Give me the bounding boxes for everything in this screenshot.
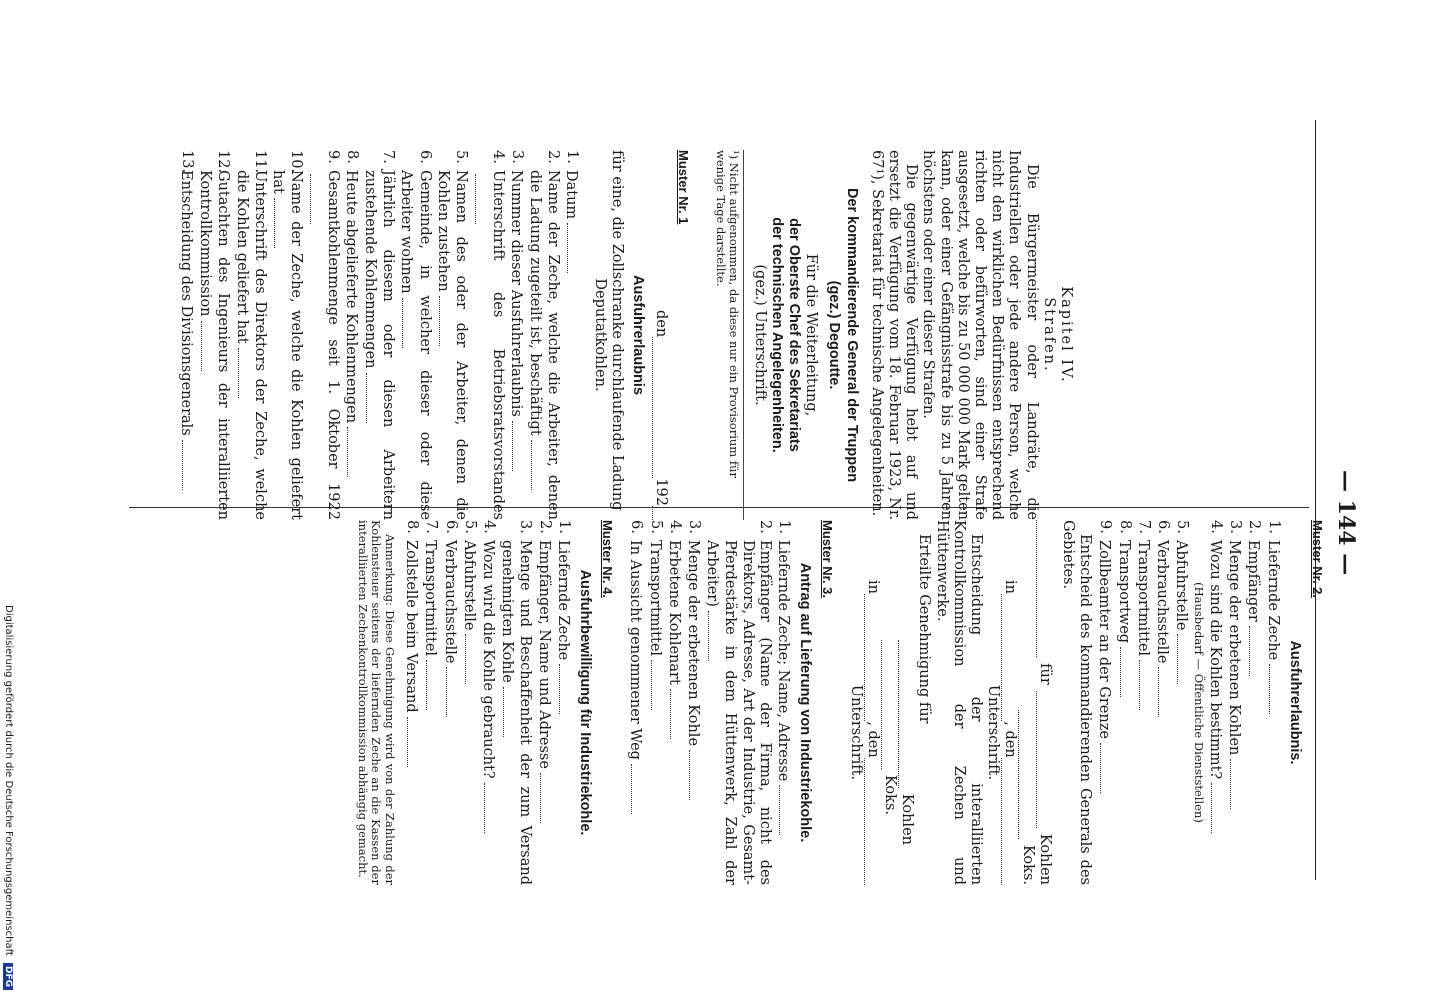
form-4-item-number: 4. (480, 520, 497, 534)
form-4-fill-line (503, 687, 516, 737)
granted-den: , den (864, 721, 881, 758)
form-2-item-label: Transportweg (1115, 540, 1132, 644)
form-1-item-label: Name der Zeche, welche die Kohlen geliefert hat (270, 170, 305, 520)
decision-line-1 (1036, 520, 1053, 885)
form-2-item-label: Menge der erbetenen Kohlen (1226, 540, 1243, 756)
form-4-fill-line (426, 660, 439, 710)
form-3-item (645, 520, 663, 885)
form-4-item-label: Empfänger, Name und Adresse (535, 540, 552, 769)
form-2-item (1134, 520, 1152, 885)
form-2-item-label: Zollbeamter an der Grenze (1096, 540, 1113, 739)
form-2-item-number: 5. (1174, 520, 1191, 534)
form-1-title: Ausfuhrerlaubnis (629, 274, 646, 396)
date-den-label: den (653, 310, 670, 338)
form-3-fill-line (651, 660, 664, 710)
form-2-item-label: Abfuhrstelle (1173, 540, 1190, 631)
form-1-item-text (507, 170, 525, 520)
form-3-item (774, 520, 792, 885)
form-2-item-label: Liefernde Zeche (1264, 540, 1281, 661)
decision-dots-5 (1001, 758, 1014, 885)
form-1-item-number: 12. (215, 150, 232, 174)
form-1-item (177, 150, 195, 520)
form-1-item-number: 6. (416, 150, 433, 164)
form-3-fill-line (689, 750, 702, 800)
form-1-fill-line (475, 174, 488, 224)
general-decision-text: Entscheid des kommandierenden Generals des Gebietes. (1060, 520, 1094, 885)
form-1-item (232, 150, 267, 520)
granted-signature: Unterschrift. (847, 684, 864, 781)
form-2-item-number: 8. (1116, 520, 1133, 534)
muster-3-label: Muster Nr. 3. (820, 520, 836, 599)
form-3-items (626, 520, 792, 885)
granted-line-2 (881, 520, 898, 885)
form-4-item-number: 5. (461, 520, 478, 534)
hausbedarf-note: (Hausbedarf — Öffentliche Dienststellen) (1191, 582, 1206, 823)
form-1-fill-line (567, 223, 580, 273)
form-4-item-number: 2. (536, 520, 553, 534)
form-4-fill-line (465, 634, 478, 684)
form-1-item-text (397, 170, 432, 520)
form-1-item-text (562, 170, 580, 520)
form-1-item-number: 9. (324, 150, 341, 164)
form-1-item (434, 150, 469, 520)
form-4-item (402, 520, 420, 885)
form-2-item-label: Wozu sind die Kohlen bestimmt? (1206, 540, 1223, 780)
form-4-fill-line (559, 664, 572, 714)
form-1-item-number: 7. (380, 150, 397, 164)
form-1-fill-line (182, 440, 195, 490)
form-4-item-label: Abfuhrstelle (460, 540, 477, 631)
form-1-fill-line (347, 427, 360, 477)
form-3-item (703, 520, 773, 885)
form-1-item-number: 1. (564, 150, 581, 164)
decision-dots-1 (1036, 520, 1049, 657)
form-2-item-label: Empfänger (1245, 540, 1262, 622)
form-3-item-number: 6. (628, 520, 645, 534)
form-3-item-label: Liefernde Zeche; Name, Adresse (775, 540, 792, 782)
form-2-item (1114, 520, 1132, 885)
form-1-fill-line (531, 440, 544, 490)
form-1-fill-line (238, 348, 251, 398)
form-1-fill-line (201, 321, 214, 371)
footnote: ¹) Nicht aufgenommen, da diese nur ein Provisorium für wenige Tage darstellte. (714, 150, 744, 520)
form-1-item-number: 8. (343, 150, 360, 164)
form-3-item-number: 4. (666, 520, 683, 534)
form-2-item (1095, 520, 1113, 885)
form-3-fill-line (631, 764, 644, 814)
form-2-items (1095, 520, 1281, 885)
form-4-item-text (498, 540, 533, 885)
form-4-item-label: Transportmittel (422, 540, 439, 657)
form-2-fill-line (1120, 647, 1133, 697)
form-4-title: Ausfuhrbewilligung für Industriekohle. (576, 569, 593, 836)
decision-koks: Koks. (1019, 844, 1036, 885)
form-1-item-label: Entscheidung des Divisionsgenerals (178, 170, 195, 436)
form-1-fill-line (403, 298, 416, 348)
granted-permission: Erteilte Genehmigung für (916, 534, 933, 724)
dfg-logo: DFG (3, 963, 13, 990)
signature-degoutte: (gez.) Degoutte. (826, 280, 843, 390)
form-1-item-number: 13. (179, 150, 196, 174)
form-1-item-text (361, 170, 396, 520)
form-3-item-number: 2. (756, 520, 773, 534)
form-3-item-text (703, 540, 773, 885)
form-4-fill-line (540, 773, 553, 823)
decision-kohlen: Kohlen (1036, 833, 1053, 885)
form-3-fill-line (670, 689, 683, 739)
form-4-item-label: Verbrauchsstelle (441, 540, 458, 664)
form-3-item-text (645, 540, 663, 885)
page-number: — 144 — (1333, 470, 1359, 576)
form-2-item-text (1225, 540, 1243, 885)
decision-line-2 (1018, 520, 1035, 885)
penalty-paragraph: Die Bürgermeister oder Landräte, die Industriellen oder jede andere Person, welche nicht den wirklichen Bedürfnissen entsprechend richten oder befürworten, sind einer Strafe ausgesetzt, welche bis zu 50 000 000 Mark gelten kann, oder einer Gefängnisstrafe bis zu 5 Jahren höchstens oder einer dieser Strafen. (920, 150, 1040, 520)
form-2-item (1153, 520, 1171, 885)
form-3-item-label: In Aussicht genommener Weg (627, 540, 644, 760)
form-1-item-text (342, 170, 360, 520)
form-2-item-number: 4. (1207, 520, 1224, 534)
form-1-item-number: 10. (288, 150, 305, 174)
form-2-item-text (1263, 540, 1281, 885)
form-1-item-number: 5. (453, 150, 470, 164)
form-1-item-text (269, 170, 304, 520)
decision-in: in (1002, 580, 1019, 594)
form-1-fill-line (274, 198, 287, 248)
form-2-item (1263, 520, 1281, 885)
form-1-item (562, 150, 580, 520)
form-2-item-number: 7. (1135, 520, 1152, 534)
form-2-fill-line (1158, 667, 1171, 717)
granted-line-1 (898, 520, 915, 885)
granted-dots-3 (864, 594, 877, 721)
form-4-item-text (534, 540, 552, 885)
chief-title-1: der Oberste Chef des Sekretariats (785, 218, 802, 452)
form-2-fill-line (1249, 626, 1262, 676)
form-1-item-number: 3. (508, 150, 525, 164)
form-2-item (1172, 520, 1190, 885)
granted-dots-1 (898, 640, 911, 788)
form-2-item (1244, 520, 1262, 885)
granted-koks: Koks. (882, 774, 899, 815)
form-1-item-text (232, 170, 267, 520)
form-4-item (460, 520, 478, 885)
form-2-item-text (1206, 540, 1224, 885)
form-4-item-number: 7. (423, 520, 440, 534)
form-1-items (177, 150, 580, 520)
form-1-item-number: 11. (251, 150, 268, 174)
form-3-item (665, 520, 683, 885)
form-4-item-number: 1. (555, 520, 572, 534)
right-column (355, 520, 1326, 885)
form-1-item-text (196, 170, 231, 520)
form-4-item-label: Zollstelle beim Versand (403, 540, 420, 713)
decision-dots-4 (1001, 594, 1014, 721)
form-1-subtitle-2: Deputatkohlen. (591, 278, 608, 392)
date-year-label: 192 (653, 478, 670, 506)
form-1-fill-line (512, 421, 525, 471)
form-1-item-label: Gutachten des Ingenieurs der interalliierten Kontrollkommission (197, 170, 232, 520)
form-2-title: Ausfuhrerlaubnis. (1286, 640, 1303, 765)
form-3-item-number: 1. (776, 520, 793, 534)
form-1-fill-line (310, 174, 323, 224)
footer-credit (3, 605, 14, 990)
form-4-item-label: Wozu wird die Kohle gebraucht? (479, 540, 496, 779)
decision-den: , den (1002, 721, 1019, 758)
form-3-item-text (626, 540, 644, 885)
form-1-item-label: Heute abgelieferte Kohlenmengen (342, 170, 359, 424)
form-4-items (402, 520, 572, 885)
form-4-item-text (554, 540, 572, 885)
form-1-item-number: 4. (489, 150, 506, 164)
form-4-item (479, 520, 497, 885)
granted-in: in (864, 580, 881, 594)
form-1-item-text (305, 170, 340, 520)
form-1-item-number: 2. (545, 150, 562, 164)
form-1-item (507, 150, 525, 520)
form-3-item (684, 520, 702, 885)
form-4-item-number: 6. (442, 520, 459, 534)
form-2-item-text (1114, 540, 1132, 885)
form-4-item-text (460, 540, 478, 885)
granted-kohlen: Kohlen (899, 793, 916, 845)
muster-4-label: Muster Nr. 4. (600, 520, 616, 599)
form-1-item (361, 150, 396, 520)
general-title: Der kommandierende General der Truppen (843, 187, 860, 483)
form-3-item-label: Erbetene Kohlenart (665, 540, 682, 685)
form-2-item-label: Verbrauchsstelle (1154, 540, 1171, 664)
form-3-item-text (774, 540, 792, 885)
form-1-item-text (526, 170, 561, 520)
form-3-item-label: Empfänger (Name der Firma, nicht des Direktors, Adresse, Art der Industrie, Gesamt-Pferdestärke in dem Hüttenwerk, Zahl der Arbeiter) (704, 540, 773, 885)
form-2-item-number: 2. (1246, 520, 1263, 534)
form-4-item (498, 520, 533, 885)
form-4-item (440, 520, 458, 885)
form-3-item-label: Menge der erbetenen Kohle (685, 540, 701, 747)
form-2-item-number: 1. (1265, 520, 1282, 534)
form-1-item-label: Gemeinde, in welcher dieser oder diese Arbeiter wohnen (398, 170, 433, 520)
form-4-fill-line (446, 667, 459, 717)
muster-2-label: Muster Nr. 2. (1310, 520, 1325, 599)
form-1-item (196, 150, 231, 520)
form-1-item-text (177, 170, 195, 520)
form-4-item (534, 520, 552, 885)
chief-signature: (gez.) Unterschrift. (751, 264, 768, 406)
annotation-note: Anmerkung: Diese Genehmigung wird von der Zahlung der Kohlensteuer seitens der liefernden Zeche an die Kassen der interalliierten Zechenkontrollkommission abhängig gemacht. (355, 520, 397, 885)
form-4-item (421, 520, 439, 885)
form-3-item-label: Transportmittel (646, 540, 663, 657)
form-2-fill-line (1139, 660, 1152, 710)
form-4-item-text (402, 540, 420, 885)
form-1-item-label: Namen des oder der Arbeiter, denen die Kohlen zustehen (434, 170, 470, 520)
form-2-item-number: 3. (1227, 520, 1244, 534)
form-1-item (526, 150, 561, 520)
form-1-item (269, 150, 304, 520)
date-line (652, 310, 669, 520)
form-4-item-label: Menge und Beschaffenheit der zum Versand genehmigten Kohle (499, 540, 534, 885)
decision-fuer: für (1036, 663, 1053, 685)
form-1-item-label: Unterschrift des Betriebsratsvorstandes (489, 170, 506, 520)
form-3-item-text (684, 540, 702, 885)
form-1-subtitle: für eine, die Zollschranke durchlaufende Ladung (608, 150, 625, 511)
form-2-fill-line (1177, 634, 1190, 684)
form-2-item-text (1095, 540, 1113, 885)
granted-dots-2 (881, 640, 894, 769)
form-2-item-text (1153, 540, 1171, 885)
left-column (176, 150, 1074, 520)
form-1-fill-line (439, 296, 452, 346)
form-2-item-number: 9. (1097, 520, 1114, 534)
form-3-item (626, 520, 644, 885)
form-2-item-text (1134, 540, 1152, 885)
form-2-fill-line (1269, 664, 1282, 714)
form-1-item-label: Nummer dieser Ausfuhrerlaubnis (507, 170, 524, 417)
form-3-item-number: 5. (647, 520, 664, 534)
commission-decision-text: Entscheidung der interalliierten Kontrollkommission der Zechen und Hüttenwerke. (933, 520, 985, 885)
decision-signature: Unterschrift. (985, 684, 1002, 781)
form-2-item (1225, 520, 1243, 885)
chief-title-2: der technischen Angelegenheiten. (768, 217, 785, 453)
form-2-item-number: 6. (1155, 520, 1172, 534)
form-1-fill-line (366, 373, 379, 423)
forwarding-note: Für die Weiterleitung, (803, 253, 820, 417)
ordinance-paragraph: Die gegenwärtige Verfügung hebt auf und ersetzt die Verfügung vom 18. Februar 1923, Nr. 67¹), Sekretariat für technische Angelegenheiten. (868, 150, 920, 520)
form-2-item-label: Transportmittel (1134, 540, 1151, 657)
form-2-fill-line (1230, 759, 1243, 809)
form-4-item-text (440, 540, 458, 885)
section-heading: Strafen. (1040, 297, 1057, 373)
form-4-fill-line (484, 783, 497, 833)
form-3-title: Antrag auf Lieferung von Industriekohle. (797, 562, 814, 843)
form-3-fill-line (708, 611, 721, 661)
form-1-item-label: Jährlich diesem oder diesen Arbeitern zustehende Kohlenmengen (362, 170, 397, 520)
form-1-item-text (434, 170, 469, 520)
form-3-item-text (665, 540, 683, 885)
chapter-heading: Kapitel IV. (1058, 286, 1074, 384)
form-2-fill-line (1100, 743, 1113, 793)
footer-text: Digitalisierung gefördert durch die Deutsche Forschungsgemeinschaft (3, 605, 14, 956)
form-1-item-label: Gesamtkohlenmenge seit 1. Oktober 1922 (324, 170, 341, 520)
form-1-item (397, 150, 432, 520)
form-1-item-text (470, 170, 505, 520)
form-3-item-number: 3. (686, 520, 702, 534)
form-3-fill-line (779, 785, 792, 835)
form-4-item (554, 520, 572, 885)
form-4-item-text (421, 540, 439, 885)
form-4-item-label: Liefernde Zeche (554, 540, 571, 661)
form-1-item-label: Unterschrift des Direktors der Zeche, welche die Kohlen geliefert hat (233, 170, 268, 520)
form-1-item (342, 150, 360, 520)
form-2-item-text (1172, 540, 1190, 885)
form-4-fill-line (407, 717, 420, 767)
form-2-item-text (1244, 540, 1262, 885)
granted-place-line (864, 580, 881, 885)
date-dots (652, 337, 665, 478)
granted-dots-4 (864, 758, 877, 885)
form-4-item-number: 3. (517, 520, 534, 534)
decision-dots-3 (1018, 710, 1031, 839)
form-1-item-label: Datum (563, 170, 580, 220)
form-1-item-label: Name der Zeche, welche die Arbeiter, denen die Ladung zugeteilt ist, beschäftigt (526, 170, 562, 520)
form-4-item-text (479, 540, 497, 885)
decision-dots-2 (1036, 691, 1049, 828)
muster-1-label: Muster Nr. 1 (676, 150, 692, 225)
year-dots (652, 506, 665, 520)
form-2-fill-line (1211, 783, 1224, 833)
decision-place-line (1001, 580, 1018, 885)
form-4-item-number: 8. (404, 520, 421, 534)
form-1-item (470, 150, 505, 520)
form-2-item (1206, 520, 1224, 885)
form-1-item (305, 150, 340, 520)
